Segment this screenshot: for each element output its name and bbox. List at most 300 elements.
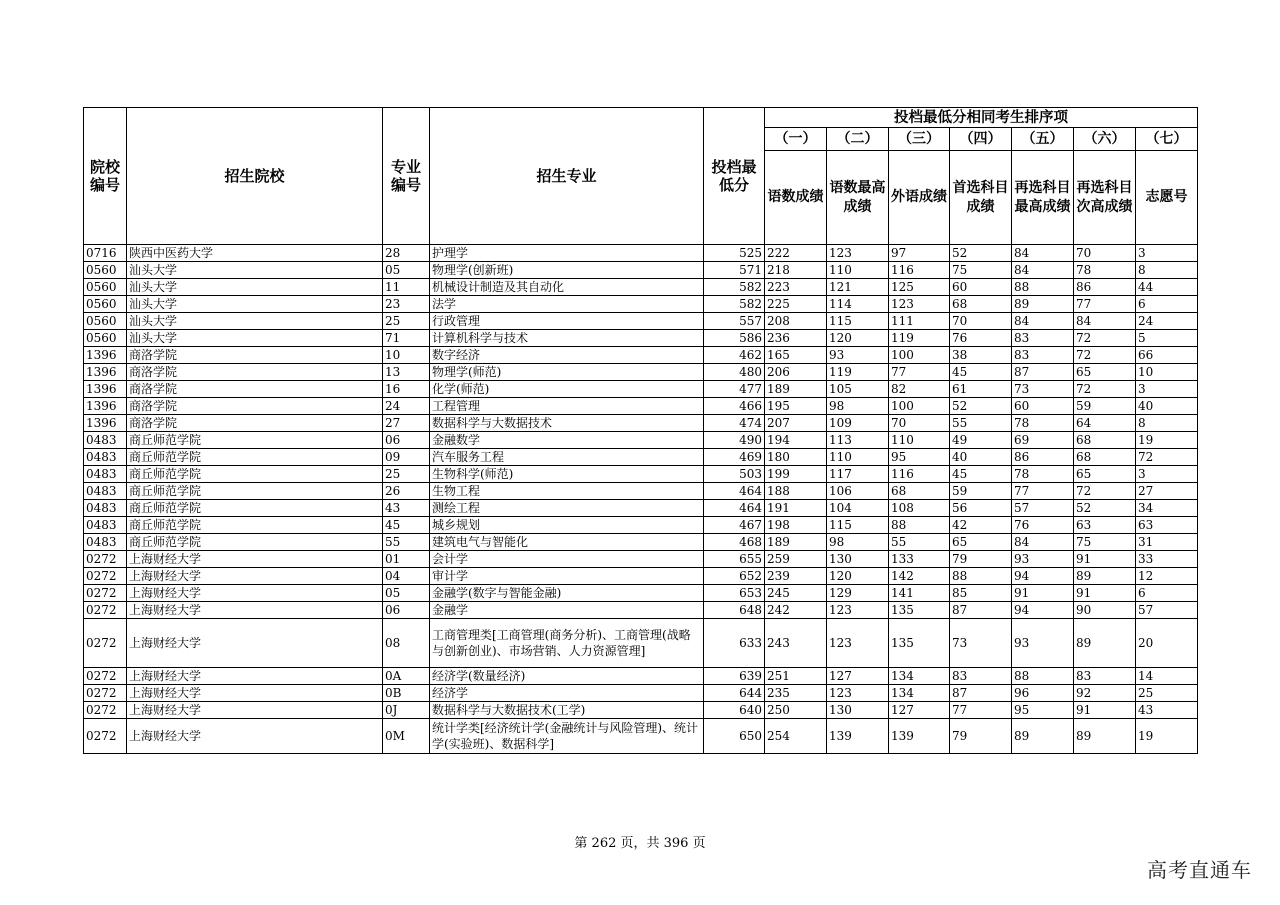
- cell-score-3: 123: [889, 296, 950, 313]
- cell-min-score: 644: [704, 685, 765, 702]
- cell-score-2: 123: [827, 245, 889, 262]
- cell-volunteer-no: 5: [1136, 330, 1198, 347]
- cell-score-4: 60: [950, 279, 1012, 296]
- cell-school-name: 汕头大学: [127, 330, 383, 347]
- cell-score-5: 94: [1012, 568, 1074, 585]
- cell-major-name: 工程管理: [430, 398, 704, 415]
- cell-score-3: 133: [889, 551, 950, 568]
- cell-major-code: 06: [383, 602, 430, 619]
- cell-min-score: 474: [704, 415, 765, 432]
- cell-major-name: 生物科学(师范): [430, 466, 704, 483]
- cell-min-score: 582: [704, 279, 765, 296]
- cell-score-4: 85: [950, 585, 1012, 602]
- cell-min-score: 464: [704, 500, 765, 517]
- cell-score-4: 77: [950, 702, 1012, 719]
- cell-major-name: 数据科学与大数据技术(工学): [430, 702, 704, 719]
- cell-major-code: 0B: [383, 685, 430, 702]
- cell-score-2: 130: [827, 551, 889, 568]
- cell-score-6: 65: [1074, 364, 1136, 381]
- cell-score-2: 110: [827, 262, 889, 279]
- cell-volunteer-no: 10: [1136, 364, 1198, 381]
- table-row: [84, 466, 1198, 483]
- admission-table: [83, 107, 1198, 754]
- cell-major-name: 数字经济: [430, 347, 704, 364]
- cell-score-6: 70: [1074, 245, 1136, 262]
- cell-major-code: 0M: [383, 719, 430, 754]
- table-row: [84, 702, 1198, 719]
- cell-score-5: 84: [1012, 245, 1074, 262]
- cell-school-name: 汕头大学: [127, 296, 383, 313]
- cell-score-5: 60: [1012, 398, 1074, 415]
- cell-score-3: 135: [889, 602, 950, 619]
- cell-score-2: 98: [827, 398, 889, 415]
- cell-school-code: 0716: [84, 245, 127, 262]
- cell-score-6: 72: [1074, 347, 1136, 364]
- cell-score-6: 63: [1074, 517, 1136, 534]
- cell-score-2: 114: [827, 296, 889, 313]
- cell-major-code: 28: [383, 245, 430, 262]
- cell-score-6: 52: [1074, 500, 1136, 517]
- cell-score-3: 116: [889, 466, 950, 483]
- cell-score-5: 93: [1012, 619, 1074, 668]
- cell-volunteer-no: 14: [1136, 668, 1198, 685]
- header-sub-5: 再选科目最高成绩: [1012, 151, 1074, 245]
- cell-major-name: 生物工程: [430, 483, 704, 500]
- cell-score-2: 123: [827, 602, 889, 619]
- cell-score-4: 45: [950, 466, 1012, 483]
- cell-score-6: 91: [1074, 702, 1136, 719]
- cell-score-5: 88: [1012, 668, 1074, 685]
- cell-major-name: 汽车服务工程: [430, 449, 704, 466]
- cell-school-code: 0483: [84, 466, 127, 483]
- cell-school-code: 1396: [84, 381, 127, 398]
- table-row: [84, 534, 1198, 551]
- cell-volunteer-no: 6: [1136, 585, 1198, 602]
- cell-volunteer-no: 31: [1136, 534, 1198, 551]
- cell-major-name: 城乡规划: [430, 517, 704, 534]
- header-sub-6: 再选科目次高成绩: [1074, 151, 1136, 245]
- cell-major-code: 16: [383, 381, 430, 398]
- cell-score-4: 59: [950, 483, 1012, 500]
- cell-score-1: 165: [765, 347, 827, 364]
- cell-major-code: 71: [383, 330, 430, 347]
- cell-major-code: 13: [383, 364, 430, 381]
- header-seq-1: （一）: [765, 128, 827, 151]
- header-min-score: 投档最低分: [704, 108, 765, 245]
- cell-score-2: 115: [827, 517, 889, 534]
- cell-score-3: 100: [889, 347, 950, 364]
- cell-score-1: 189: [765, 534, 827, 551]
- header-school-code: 院校编号: [84, 108, 127, 245]
- cell-school-name: 汕头大学: [127, 262, 383, 279]
- cell-school-code: 0272: [84, 685, 127, 702]
- header-seq-6: （六）: [1074, 128, 1136, 151]
- cell-min-score: 557: [704, 313, 765, 330]
- cell-score-3: 116: [889, 262, 950, 279]
- cell-school-name: 商丘师范学院: [127, 500, 383, 517]
- table-header: [84, 108, 1198, 245]
- cell-major-code: 23: [383, 296, 430, 313]
- cell-score-5: 69: [1012, 432, 1074, 449]
- cell-school-code: 0272: [84, 585, 127, 602]
- cell-min-score: 469: [704, 449, 765, 466]
- cell-score-2: 123: [827, 619, 889, 668]
- cell-score-5: 86: [1012, 449, 1074, 466]
- cell-major-code: 05: [383, 262, 430, 279]
- cell-school-name: 上海财经大学: [127, 702, 383, 719]
- cell-score-4: 61: [950, 381, 1012, 398]
- cell-school-code: 0560: [84, 296, 127, 313]
- cell-score-3: 70: [889, 415, 950, 432]
- cell-score-4: 38: [950, 347, 1012, 364]
- cell-major-code: 04: [383, 568, 430, 585]
- cell-min-score: 586: [704, 330, 765, 347]
- cell-score-4: 55: [950, 415, 1012, 432]
- cell-min-score: 477: [704, 381, 765, 398]
- cell-score-1: 207: [765, 415, 827, 432]
- cell-score-1: 242: [765, 602, 827, 619]
- header-seq-3: （三）: [889, 128, 950, 151]
- cell-school-name: 商丘师范学院: [127, 466, 383, 483]
- cell-school-code: 0483: [84, 500, 127, 517]
- cell-score-2: 105: [827, 381, 889, 398]
- cell-school-name: 上海财经大学: [127, 668, 383, 685]
- cell-major-name: 数据科学与大数据技术: [430, 415, 704, 432]
- cell-volunteer-no: 24: [1136, 313, 1198, 330]
- cell-school-name: 商洛学院: [127, 364, 383, 381]
- cell-volunteer-no: 63: [1136, 517, 1198, 534]
- cell-score-4: 73: [950, 619, 1012, 668]
- header-major-code: 专业编号: [383, 108, 430, 245]
- cell-major-code: 25: [383, 466, 430, 483]
- cell-score-3: 97: [889, 245, 950, 262]
- cell-score-5: 77: [1012, 483, 1074, 500]
- cell-major-code: 01: [383, 551, 430, 568]
- cell-major-name: 护理学: [430, 245, 704, 262]
- cell-min-score: 503: [704, 466, 765, 483]
- table-row: [84, 619, 1198, 668]
- cell-volunteer-no: 40: [1136, 398, 1198, 415]
- cell-min-score: 480: [704, 364, 765, 381]
- header-seq-4: （四）: [950, 128, 1012, 151]
- cell-score-6: 75: [1074, 534, 1136, 551]
- cell-score-5: 84: [1012, 534, 1074, 551]
- cell-school-code: 0560: [84, 262, 127, 279]
- cell-min-score: 462: [704, 347, 765, 364]
- cell-score-2: 115: [827, 313, 889, 330]
- cell-score-4: 88: [950, 568, 1012, 585]
- watermark: 高考直通车: [1147, 858, 1252, 882]
- table-row: [84, 262, 1198, 279]
- cell-school-code: 1396: [84, 398, 127, 415]
- cell-score-3: 88: [889, 517, 950, 534]
- cell-volunteer-no: 27: [1136, 483, 1198, 500]
- cell-score-3: 77: [889, 364, 950, 381]
- header-tie-break-group: 投档最低分相同考生排序项: [765, 108, 1198, 128]
- cell-score-6: 89: [1074, 719, 1136, 754]
- cell-score-4: 70: [950, 313, 1012, 330]
- cell-score-5: 91: [1012, 585, 1074, 602]
- cell-score-1: 218: [765, 262, 827, 279]
- cell-score-2: 110: [827, 449, 889, 466]
- cell-score-2: 93: [827, 347, 889, 364]
- cell-volunteer-no: 3: [1136, 466, 1198, 483]
- cell-score-4: 79: [950, 551, 1012, 568]
- cell-score-4: 52: [950, 398, 1012, 415]
- cell-score-6: 59: [1074, 398, 1136, 415]
- cell-volunteer-no: 43: [1136, 702, 1198, 719]
- cell-score-4: 56: [950, 500, 1012, 517]
- header-seq-2: （二）: [827, 128, 889, 151]
- cell-min-score: 466: [704, 398, 765, 415]
- cell-score-1: 254: [765, 719, 827, 754]
- cell-school-code: 1396: [84, 415, 127, 432]
- cell-major-name: 机械设计制造及其自动化: [430, 279, 704, 296]
- cell-major-code: 0J: [383, 702, 430, 719]
- cell-score-3: 55: [889, 534, 950, 551]
- header-seq-7: （七）: [1136, 128, 1198, 151]
- cell-volunteer-no: 3: [1136, 381, 1198, 398]
- cell-score-4: 75: [950, 262, 1012, 279]
- header-sub-3: 外语成绩: [889, 151, 950, 245]
- header-seq-5: （五）: [1012, 128, 1074, 151]
- cell-major-code: 26: [383, 483, 430, 500]
- header-sub-4: 首选科目成绩: [950, 151, 1012, 245]
- cell-score-4: 42: [950, 517, 1012, 534]
- table-row: [84, 432, 1198, 449]
- table-row: [84, 313, 1198, 330]
- cell-score-6: 72: [1074, 381, 1136, 398]
- cell-score-5: 84: [1012, 262, 1074, 279]
- cell-score-2: 130: [827, 702, 889, 719]
- header-sub-7: 志愿号: [1136, 151, 1198, 245]
- cell-school-name: 商洛学院: [127, 398, 383, 415]
- cell-school-code: 0483: [84, 449, 127, 466]
- cell-score-5: 78: [1012, 415, 1074, 432]
- cell-score-5: 89: [1012, 719, 1074, 754]
- cell-major-code: 27: [383, 415, 430, 432]
- cell-volunteer-no: 3: [1136, 245, 1198, 262]
- cell-score-3: 135: [889, 619, 950, 668]
- cell-school-code: 0272: [84, 719, 127, 754]
- cell-score-3: 108: [889, 500, 950, 517]
- cell-score-4: 52: [950, 245, 1012, 262]
- header-major-name: 招生专业: [430, 108, 704, 245]
- cell-score-6: 77: [1074, 296, 1136, 313]
- cell-school-code: 0272: [84, 568, 127, 585]
- cell-score-2: 109: [827, 415, 889, 432]
- cell-school-name: 商洛学院: [127, 347, 383, 364]
- cell-score-3: 119: [889, 330, 950, 347]
- cell-major-code: 25: [383, 313, 430, 330]
- cell-major-name: 测绘工程: [430, 500, 704, 517]
- table-row: [84, 449, 1198, 466]
- cell-volunteer-no: 25: [1136, 685, 1198, 702]
- cell-school-name: 上海财经大学: [127, 568, 383, 585]
- cell-score-6: 91: [1074, 551, 1136, 568]
- cell-score-3: 141: [889, 585, 950, 602]
- cell-major-code: 0A: [383, 668, 430, 685]
- cell-score-2: 129: [827, 585, 889, 602]
- cell-major-code: 10: [383, 347, 430, 364]
- cell-score-5: 96: [1012, 685, 1074, 702]
- cell-volunteer-no: 33: [1136, 551, 1198, 568]
- cell-major-name: 金融学(数字与智能金融): [430, 585, 704, 602]
- table-row: [84, 685, 1198, 702]
- cell-score-6: 72: [1074, 483, 1136, 500]
- cell-score-5: 84: [1012, 313, 1074, 330]
- cell-volunteer-no: 19: [1136, 719, 1198, 754]
- table-row: [84, 381, 1198, 398]
- cell-school-name: 商丘师范学院: [127, 449, 383, 466]
- cell-min-score: 633: [704, 619, 765, 668]
- cell-school-code: 0272: [84, 551, 127, 568]
- cell-score-4: 87: [950, 602, 1012, 619]
- cell-volunteer-no: 57: [1136, 602, 1198, 619]
- cell-min-score: 468: [704, 534, 765, 551]
- cell-major-name: 经济学: [430, 685, 704, 702]
- cell-school-code: 0272: [84, 702, 127, 719]
- cell-score-4: 45: [950, 364, 1012, 381]
- cell-score-3: 100: [889, 398, 950, 415]
- cell-major-name: 化学(师范): [430, 381, 704, 398]
- cell-score-4: 87: [950, 685, 1012, 702]
- table-row: [84, 500, 1198, 517]
- cell-major-name: 行政管理: [430, 313, 704, 330]
- cell-score-5: 93: [1012, 551, 1074, 568]
- table-row: [84, 602, 1198, 619]
- cell-volunteer-no: 8: [1136, 415, 1198, 432]
- cell-min-score: 648: [704, 602, 765, 619]
- cell-school-name: 上海财经大学: [127, 685, 383, 702]
- table-row: [84, 517, 1198, 534]
- cell-score-3: 111: [889, 313, 950, 330]
- cell-school-code: 0560: [84, 279, 127, 296]
- cell-score-1: 188: [765, 483, 827, 500]
- cell-min-score: 525: [704, 245, 765, 262]
- cell-major-code: 08: [383, 619, 430, 668]
- cell-score-1: 191: [765, 500, 827, 517]
- cell-score-4: 79: [950, 719, 1012, 754]
- cell-score-4: 40: [950, 449, 1012, 466]
- cell-school-code: 0272: [84, 619, 127, 668]
- cell-score-3: 125: [889, 279, 950, 296]
- table-row: [84, 347, 1198, 364]
- cell-score-6: 92: [1074, 685, 1136, 702]
- cell-score-2: 104: [827, 500, 889, 517]
- table-row: [84, 585, 1198, 602]
- cell-score-6: 78: [1074, 262, 1136, 279]
- cell-score-5: 94: [1012, 602, 1074, 619]
- cell-score-5: 87: [1012, 364, 1074, 381]
- cell-school-code: 1396: [84, 347, 127, 364]
- cell-score-1: 243: [765, 619, 827, 668]
- cell-volunteer-no: 20: [1136, 619, 1198, 668]
- cell-score-6: 83: [1074, 668, 1136, 685]
- cell-major-name: 金融数学: [430, 432, 704, 449]
- cell-major-name: 会计学: [430, 551, 704, 568]
- cell-score-1: 194: [765, 432, 827, 449]
- cell-major-name: 建筑电气与智能化: [430, 534, 704, 551]
- cell-volunteer-no: 34: [1136, 500, 1198, 517]
- cell-score-2: 123: [827, 685, 889, 702]
- cell-score-1: 198: [765, 517, 827, 534]
- cell-school-name: 商丘师范学院: [127, 534, 383, 551]
- cell-major-code: 06: [383, 432, 430, 449]
- table-row: [84, 415, 1198, 432]
- table-body: [84, 245, 1198, 754]
- cell-min-score: 464: [704, 483, 765, 500]
- cell-score-1: 180: [765, 449, 827, 466]
- cell-school-name: 汕头大学: [127, 313, 383, 330]
- cell-score-4: 76: [950, 330, 1012, 347]
- cell-score-2: 120: [827, 568, 889, 585]
- cell-volunteer-no: 6: [1136, 296, 1198, 313]
- cell-score-5: 76: [1012, 517, 1074, 534]
- cell-school-name: 上海财经大学: [127, 602, 383, 619]
- cell-score-3: 68: [889, 483, 950, 500]
- cell-min-score: 571: [704, 262, 765, 279]
- cell-score-6: 90: [1074, 602, 1136, 619]
- cell-min-score: 639: [704, 668, 765, 685]
- cell-min-score: 653: [704, 585, 765, 602]
- cell-score-1: 195: [765, 398, 827, 415]
- cell-score-6: 89: [1074, 568, 1136, 585]
- cell-school-name: 汕头大学: [127, 279, 383, 296]
- cell-score-3: 142: [889, 568, 950, 585]
- cell-score-6: 89: [1074, 619, 1136, 668]
- cell-min-score: 640: [704, 702, 765, 719]
- cell-score-1: 251: [765, 668, 827, 685]
- cell-school-code: 0483: [84, 483, 127, 500]
- cell-score-1: 208: [765, 313, 827, 330]
- cell-school-code: 0560: [84, 313, 127, 330]
- cell-school-name: 陕西中医药大学: [127, 245, 383, 262]
- cell-score-3: 110: [889, 432, 950, 449]
- cell-school-name: 商丘师范学院: [127, 432, 383, 449]
- cell-min-score: 655: [704, 551, 765, 568]
- cell-min-score: 652: [704, 568, 765, 585]
- cell-score-1: 250: [765, 702, 827, 719]
- cell-score-2: 139: [827, 719, 889, 754]
- cell-score-4: 83: [950, 668, 1012, 685]
- cell-min-score: 490: [704, 432, 765, 449]
- table-row: [84, 398, 1198, 415]
- cell-score-3: 134: [889, 685, 950, 702]
- cell-major-code: 09: [383, 449, 430, 466]
- cell-major-name: 金融学: [430, 602, 704, 619]
- cell-score-6: 86: [1074, 279, 1136, 296]
- cell-score-3: 139: [889, 719, 950, 754]
- cell-major-code: 55: [383, 534, 430, 551]
- cell-score-5: 57: [1012, 500, 1074, 517]
- cell-score-5: 83: [1012, 330, 1074, 347]
- cell-school-code: 0483: [84, 432, 127, 449]
- cell-school-name: 商洛学院: [127, 381, 383, 398]
- cell-score-6: 68: [1074, 449, 1136, 466]
- cell-score-2: 113: [827, 432, 889, 449]
- cell-score-1: 239: [765, 568, 827, 585]
- table-row: [84, 296, 1198, 313]
- cell-school-name: 上海财经大学: [127, 619, 383, 668]
- cell-major-name: 法学: [430, 296, 704, 313]
- table-row: [84, 668, 1198, 685]
- cell-score-6: 68: [1074, 432, 1136, 449]
- cell-score-4: 49: [950, 432, 1012, 449]
- cell-school-name: 商丘师范学院: [127, 517, 383, 534]
- cell-score-3: 127: [889, 702, 950, 719]
- header-school-name: 招生院校: [127, 108, 383, 245]
